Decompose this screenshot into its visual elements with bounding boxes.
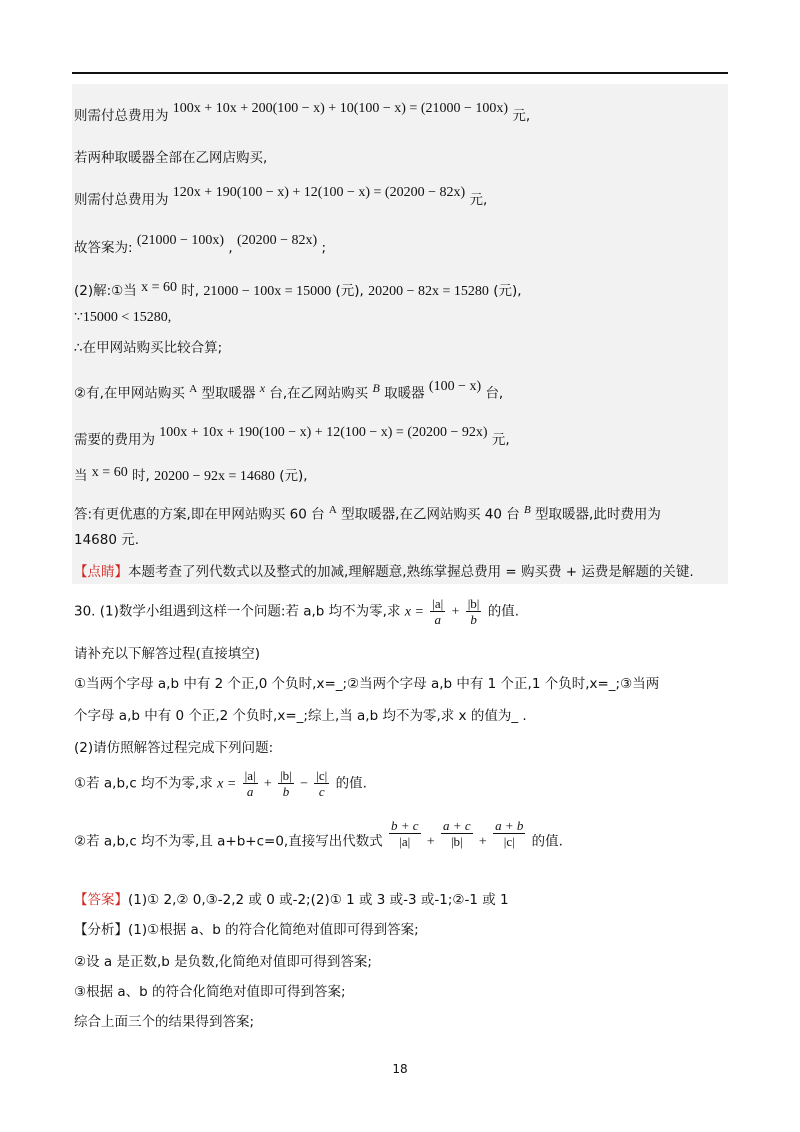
variable: x bbox=[259, 381, 266, 395]
answer-expression-b: (20200 − 82x) bbox=[236, 233, 318, 248]
fraction bbox=[441, 818, 473, 849]
key-point-line bbox=[74, 562, 694, 582]
evaluate-line bbox=[74, 466, 308, 487]
separator: , bbox=[228, 240, 233, 256]
text: 时, bbox=[181, 283, 200, 299]
cost-line-jia bbox=[74, 101, 531, 127]
separator: ; bbox=[321, 240, 327, 256]
text: (1)① 2,② 0,③-2,2 或 0 或-2;(2)① 1 或 3 或-3 或-1;②-1 或 1 bbox=[128, 892, 509, 908]
variable: B bbox=[524, 504, 531, 516]
conclusion-line bbox=[74, 500, 661, 525]
question-30 bbox=[74, 596, 519, 627]
text: 当 bbox=[74, 468, 88, 484]
question-2a bbox=[74, 768, 367, 799]
answer-line bbox=[74, 233, 327, 259]
answer-tag: 【答案】 bbox=[74, 892, 128, 908]
text: 的值. bbox=[531, 833, 563, 850]
question-2b bbox=[74, 818, 563, 857]
text: ②有,在甲网站购买 bbox=[74, 385, 185, 402]
math: 21000 − 100x = 15000 bbox=[203, 284, 332, 299]
text: 取暖器 bbox=[384, 385, 425, 402]
operator: + bbox=[451, 604, 460, 620]
fill-line-1: ①当两个字母 a,b 中有 2 个正,0 个负时,x=_;②当两个字母 a,b 中有 1 个正,1 个负时,x=_;③当两 bbox=[74, 676, 660, 692]
text: 型取暖器,此时费用为 bbox=[535, 506, 661, 523]
unit-text: 元, bbox=[512, 108, 531, 124]
cost-line-plan bbox=[74, 425, 510, 451]
cost-label: 则需付总费用为 bbox=[74, 108, 169, 124]
text: (元), bbox=[335, 283, 364, 299]
part2-instruction: (2)请仿照解答过程完成下列问题: bbox=[74, 740, 274, 756]
fraction bbox=[430, 596, 445, 627]
unit-text: 元, bbox=[491, 432, 510, 448]
math: 20200 − 82x = 15280 bbox=[368, 284, 489, 299]
math: 20200 − 92x = 14680 bbox=[154, 469, 275, 484]
text: 的值. bbox=[487, 603, 520, 620]
numerator: a + b bbox=[495, 818, 524, 833]
text: 30. (1)数学小组遇到这样一个问题:若 a,b 均不为零,求 bbox=[74, 603, 401, 620]
denominator: |c| bbox=[503, 834, 515, 849]
analysis-line-4: 综合上面三个的结果得到答案; bbox=[74, 1014, 255, 1030]
analysis-line-2: ②设 a 是正数,b 是负数,化简绝对值即可得到答案; bbox=[74, 954, 372, 970]
numerator: a + c bbox=[443, 818, 471, 833]
text: 台, bbox=[485, 385, 504, 402]
denominator: |a| bbox=[399, 834, 411, 849]
text: 型取暖器 bbox=[201, 385, 256, 402]
key-point-tag: 【点睛】 bbox=[74, 564, 128, 580]
analysis-section bbox=[74, 920, 419, 940]
text-line: 若两种取暖器全部在乙网店购买, bbox=[74, 150, 268, 166]
text: 的值. bbox=[335, 775, 367, 792]
conclusion-total: 14680 元. bbox=[74, 532, 140, 548]
denominator: a bbox=[246, 784, 254, 799]
page-number: 18 bbox=[392, 1062, 408, 1076]
text: (1)①根据 a、b 的符合化简绝对值即可得到答案; bbox=[128, 922, 419, 938]
operator: + bbox=[263, 776, 272, 792]
cost-label: 则需付总费用为 bbox=[74, 192, 169, 208]
text: (元), bbox=[493, 283, 522, 299]
text: 型取暖器,在乙网站购买 40 台 bbox=[341, 506, 520, 523]
denominator: c bbox=[318, 784, 325, 799]
math: (100 − x) bbox=[428, 378, 482, 394]
cost-expression: 100x + 10x + 200(100 − x) + 10(100 − x) = (21000 − 100x) bbox=[172, 101, 509, 116]
text: 时, bbox=[132, 468, 150, 484]
text: ②若 a,b,c 均不为零,且 a+b+c=0,直接写出代数式 bbox=[74, 833, 383, 850]
text: 答:有更优惠的方案,即在甲网站购买 60 台 bbox=[74, 506, 325, 523]
answer-section bbox=[74, 890, 509, 910]
fraction bbox=[314, 768, 329, 799]
numerator: |a| bbox=[244, 768, 256, 783]
cost-label: 需要的费用为 bbox=[74, 432, 155, 448]
operator: + bbox=[478, 834, 487, 850]
numerator: |a| bbox=[432, 596, 444, 611]
denominator: b bbox=[470, 612, 477, 627]
cost-expression: 120x + 190(100 − x) + 12(100 − x) = (20200 − 82x) bbox=[172, 185, 466, 200]
fraction bbox=[466, 596, 482, 627]
text: ①若 a,b,c 均不为零,求 bbox=[74, 775, 213, 792]
math: x = bbox=[217, 776, 237, 792]
fraction bbox=[243, 768, 258, 799]
fill-instruction: 请补充以下解答过程(直接填空) bbox=[74, 646, 261, 662]
variable: A bbox=[189, 383, 198, 395]
text: (2)解:①当 bbox=[74, 283, 137, 299]
denominator: a bbox=[434, 612, 441, 627]
answer-expression-a: (21000 − 100x) bbox=[136, 233, 225, 248]
answer-label: 故答案为: bbox=[74, 240, 133, 256]
operator: − bbox=[300, 776, 308, 792]
operator: + bbox=[426, 834, 435, 850]
numerator: b + c bbox=[391, 818, 419, 833]
fraction bbox=[389, 818, 421, 849]
fraction bbox=[278, 768, 294, 799]
numerator: |c| bbox=[316, 768, 328, 783]
because-line: ∵15000 < 15280, bbox=[74, 310, 172, 325]
plan-line bbox=[74, 378, 503, 405]
variable: B bbox=[372, 381, 380, 395]
part2-line bbox=[74, 281, 522, 302]
text: (元), bbox=[279, 468, 308, 484]
math: x = 60 bbox=[141, 280, 177, 295]
fraction bbox=[493, 818, 525, 849]
numerator: |b| bbox=[467, 596, 480, 611]
cost-expression: 100x + 10x + 190(100 − x) + 12(100 − x) = (20200 − 92x) bbox=[159, 425, 488, 440]
math: x = bbox=[404, 604, 424, 620]
fill-line-2: 个字母 a,b 中有 0 个正,2 个负时,x=_;综上,当 a,b 均不为零,求 x 的值为_ . bbox=[74, 708, 527, 724]
header-rule bbox=[72, 72, 728, 74]
numerator: |b| bbox=[280, 768, 292, 783]
text: 本题考查了列代数式以及整式的加减,理解题意,熟练掌握总费用 = 购买费 + 运费是解题的关键. bbox=[128, 564, 694, 580]
therefore-line: ∴在甲网站购买比较合算; bbox=[74, 340, 223, 356]
analysis-line-3: ③根据 a、b 的符合化简绝对值即可得到答案; bbox=[74, 984, 346, 1000]
text: 台,在乙网站购买 bbox=[269, 385, 369, 402]
analysis-tag: 【分析】 bbox=[74, 922, 128, 938]
math: x = 60 bbox=[91, 465, 128, 480]
cost-line-yi bbox=[74, 185, 488, 211]
denominator: |b| bbox=[450, 834, 463, 849]
variable: A bbox=[328, 504, 337, 516]
unit-text: 元, bbox=[469, 192, 488, 208]
denominator: b bbox=[282, 784, 290, 799]
